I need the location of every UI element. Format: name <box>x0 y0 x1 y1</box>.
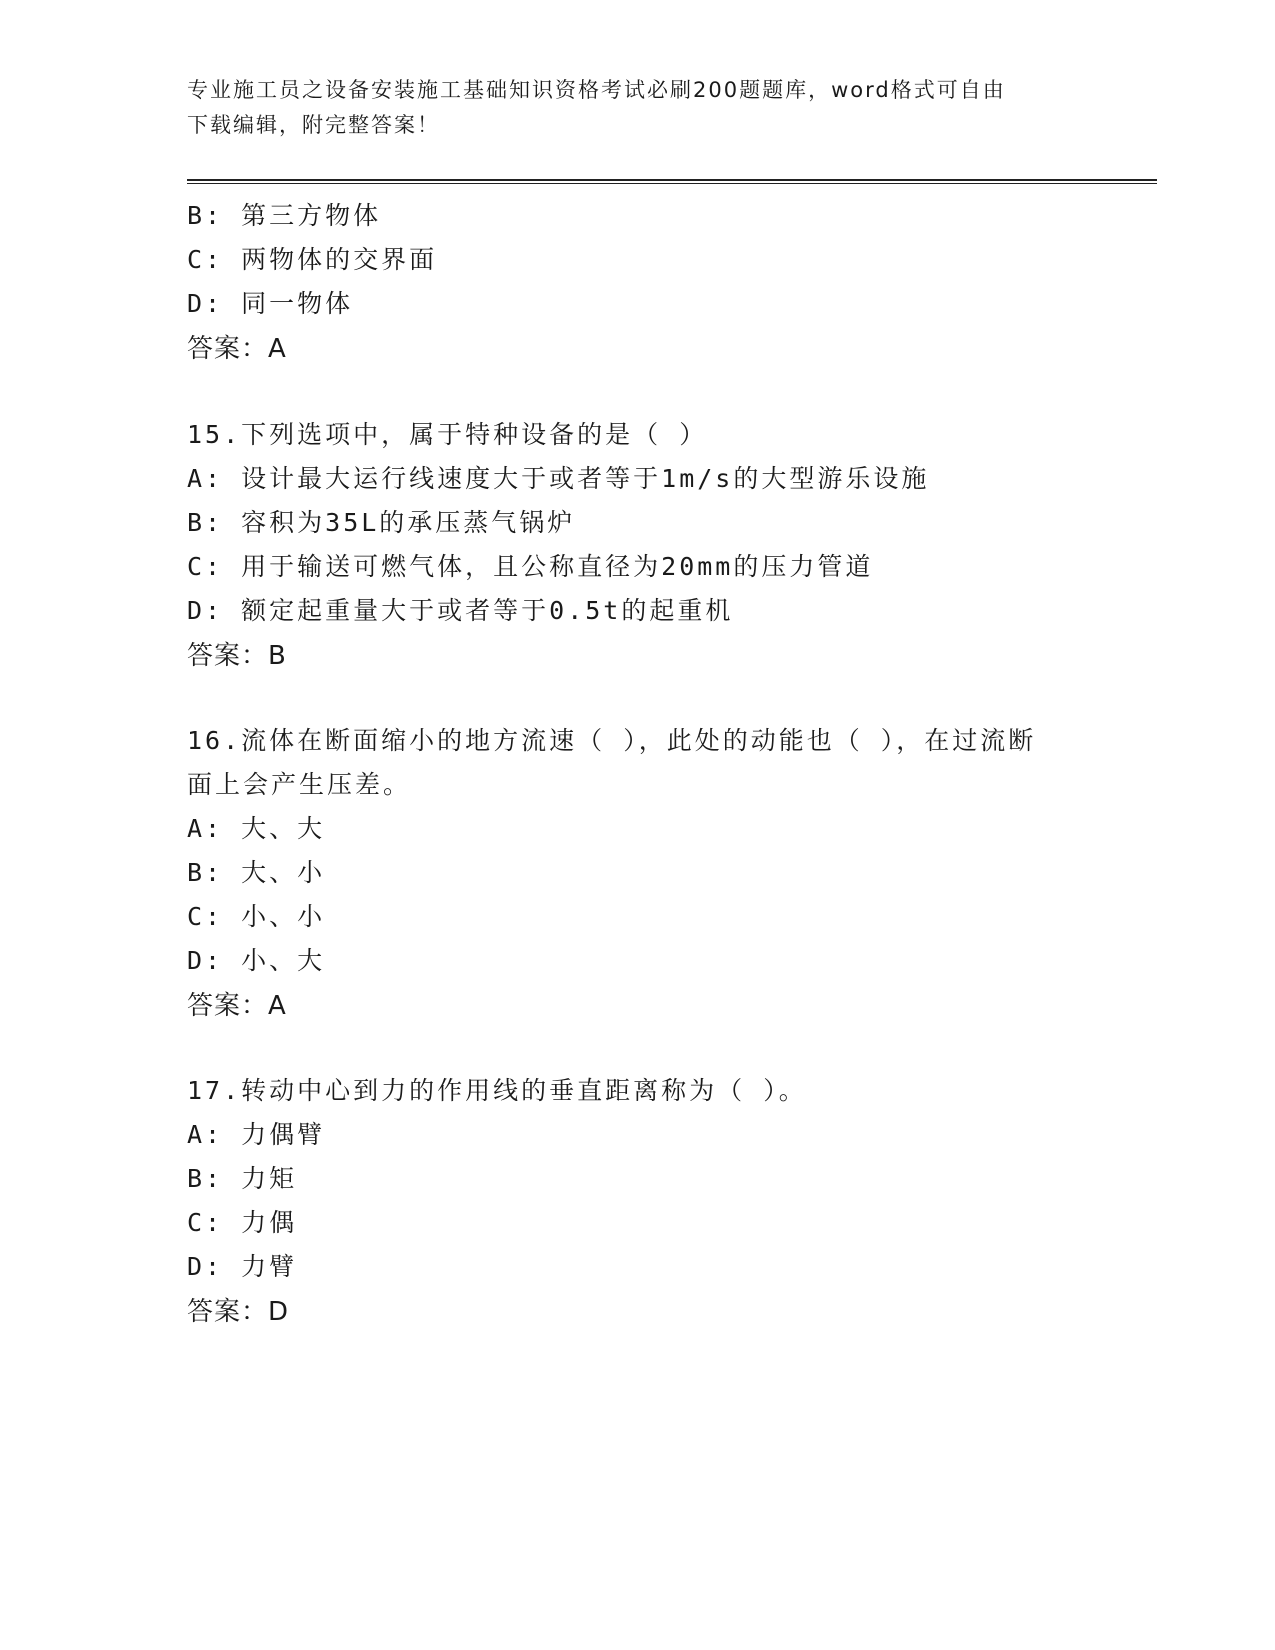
q14-answer: 答案：A <box>187 334 287 364</box>
q17-option-c: C: 力偶 <box>187 1208 298 1237</box>
q15-option-c: C: 用于输送可燃气体，且公称直径为20mm的压力管道 <box>187 552 874 581</box>
q17-option-d: D: 力臂 <box>187 1252 298 1281</box>
q14-option-c: C: 两物体的交界面 <box>187 245 438 274</box>
q16-option-b: B: 大、小 <box>187 858 326 887</box>
q17-option-b: B: 力矩 <box>187 1164 298 1193</box>
document-header <box>187 73 1087 143</box>
q16-question-line-2: 面上会产生压差。 <box>187 770 412 799</box>
q17-question: 17.转动中心到力的作用线的垂直距离称为（ ）。 <box>187 1076 807 1105</box>
header-title-line-2: 下载编辑，附完整答案！ <box>187 113 440 137</box>
q17-option-a: A: 力偶臂 <box>187 1120 326 1149</box>
q16-question-line-1: 16.流体在断面缩小的地方流速（ ），此处的动能也（ ），在过流断 <box>187 726 1037 755</box>
q15-answer: 答案：B <box>187 641 287 671</box>
q17-answer: 答案：D <box>187 1297 290 1327</box>
q15-option-b: B: 容积为35L的承压蒸气锅炉 <box>187 508 576 537</box>
q16-option-c: C: 小、小 <box>187 902 326 931</box>
q15-question: 15.下列选项中，属于特种设备的是（ ） <box>187 420 708 449</box>
q14-option-b: B: 第三方物体 <box>187 201 382 230</box>
q16-option-d: D: 小、大 <box>187 946 326 975</box>
header-divider-thin <box>187 183 1157 184</box>
q16-answer: 答案：A <box>187 991 287 1021</box>
header-title-line-1: 专业施工员之设备安装施工基础知识资格考试必刷200题题库，word格式可自由 <box>187 78 1006 102</box>
q15-option-d: D: 额定起重量大于或者等于0.5t的起重机 <box>187 596 734 625</box>
header-divider-thick <box>187 179 1157 181</box>
q14-option-d: D: 同一物体 <box>187 289 354 318</box>
q16-option-a: A: 大、大 <box>187 814 326 843</box>
q15-option-a: A: 设计最大运行线速度大于或者等于1m/s的大型游乐设施 <box>187 464 930 493</box>
